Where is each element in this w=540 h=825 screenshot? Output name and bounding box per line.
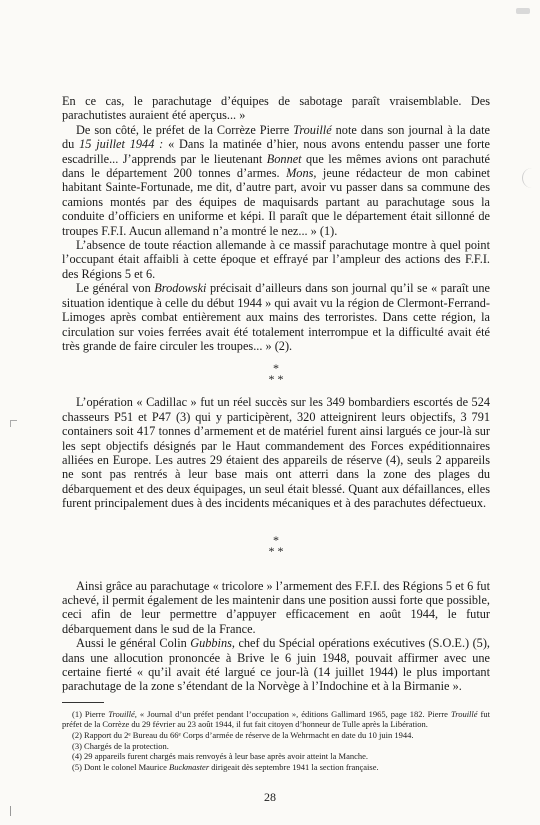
footnote-4: (4) 29 appareils furent chargés mais renvoyés à leur base après avoir atteint la Manche. <box>72 751 369 762</box>
section-separator-2: * * * <box>268 532 284 558</box>
footnote-3: (3) Chargés de la protection. <box>72 740 169 751</box>
page-edge-mark <box>522 168 533 188</box>
footnote-5: (5) Dont le colonel Maurice Buckmaster dirigeait dès septembre 1941 la section française. <box>72 761 379 772</box>
paragraph-3: L’absence de toute réaction allemande à ce massif parachutage montre à quel point l’occupant était affaibli à cette époque et effrayé par l’ampleur des actions des F.F.I. des Régions 5 et 6. <box>62 238 490 281</box>
crop-mark-bottom <box>10 806 15 816</box>
section-separator-1: * * * <box>268 361 284 387</box>
scan-artifact-top <box>516 8 530 14</box>
page-number: 28 <box>264 790 276 804</box>
paragraph-4: Le général von Brodowski précisait d’ailleurs dans son journal qu’il se « paraît une situation identique à celle du début 1944 » qui avait vu la région de Clermont-Ferrand-Limoges après combat entièrement aux mains des terroristes. Dans cette région, la circulation sur voies ferrées avait été totalement interrompue et la difficulté avait été très grande de faire circuler les troupes... » (2). <box>62 281 490 353</box>
paragraph-6: Ainsi grâce au parachutage « tricolore » l’armement des F.F.I. des Régions 5 et 6 fut achevé, il permit également de les maintenir dans une position aussi forte que possible, ceci afin de leur permettre d’appuyer efficacement en août 1944, le futur débarquement dans le sud de la France. <box>62 578 490 636</box>
page-body <box>62 94 490 772</box>
paragraph-2: De son côté, le préfet de la Corrèze Pierre Trouillé note dans son journal à la date du 15 juillet 1944 : « Dans la matinée d’hier, nous avons entendu passer une forte escadrille... J’apprends par le lieutenant Bonnet que les mêmes avions ont parachuté dans le département 200 tonnes d’armes. Mons, jeune rédacteur de mon cabinet habitant Sainte-Fortunade, me dit, d’autre part, avoir vu passer dans sa commune des camions montés par des équipes de maquisards partant au parachutage sous la conduite d’officiers en uniforme et képi. Il paraît que le département était sillonné de troupes F.F.I. Aucun allemand n’a montré le nez... » (1). <box>62 122 491 238</box>
paragraph-5: L’opération « Cadillac » fut un réel succès sur les 349 bombardiers escortés de 524 chasseurs P51 et P47 (3) qui y participèrent, 320 atteignirent leurs objectifs, 3 791 containers soit 417 tonnes d’armement et de matériel furent ainsi largués ce jour-là sur les sept objectifs désignés par le Haut commandement des Forces expéditionnaires alliées en Europe. Les autres 29 étaient des appareils de réserve (4), seuls 2 appareils ne sont pas rentrés à leur base mais ont atterri dans la zone des plages du débarquement et des deux équipages, un seul était blessé. Quant aux défaillances, elles furent principalement dues à des incidents mécaniques et à des parachutes défectueux. <box>62 395 490 511</box>
paragraph-1: En ce cas, le parachutage d’équipes de sabotage paraît vraisemblable. Des parachutistes auraient été aperçus... » <box>62 94 490 123</box>
footnote-rule <box>62 702 104 703</box>
footnote-1: (1) Pierre Trouillé, « Journal d’un préfet pendant l’occupation », éditions Gallimard 1965, page 182. Pierre Trouillé fut préfet de la Corrèze du 29 février au 23 août 1944, il fut fait citoyen d’honneur de Tulle après la Libération. <box>62 708 490 730</box>
paragraph-7: Aussi le général Colin Gubbins, chef du Spécial opérations exécutives (S.O.E.) (5), dans une allocution prononcée à Brive le 6 juin 1948, pouvait affirmer avec une certaine fierté « qu’il avait été largué ce jour-là (14 juillet 1944) le plus important parachutage de la zone s’étendant de la Norvège à l’Indochine et à la Birmanie ». <box>62 636 490 694</box>
crop-mark <box>10 420 17 427</box>
footnote-2: (2) Rapport du 2ᵉ Bureau du 66ᵉ Corps d’armée de réserve de la Wehrmacht en date du 10 juin 1944. <box>72 730 414 740</box>
